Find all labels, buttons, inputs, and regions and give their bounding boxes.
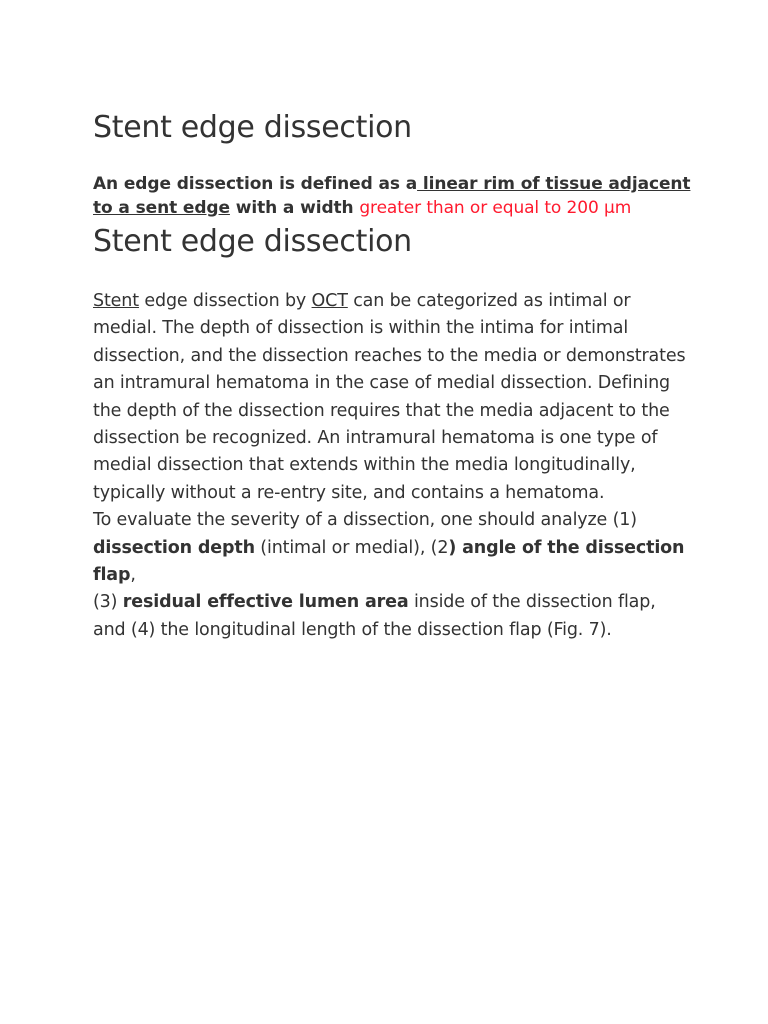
paragraph-2-text-2: (intimal or medial), (2 — [254, 537, 449, 558]
dissection-depth-bold: dissection depth — [93, 537, 255, 558]
page-title: Stent edge dissection — [93, 110, 412, 145]
paragraph-2-text-5: inside of the dissection flap, and (4) the longitudinal length of the dissection flap (Fig. 7). — [93, 592, 656, 640]
stent-link[interactable]: Stent — [93, 291, 139, 311]
paragraph-2-text-4: (3) — [93, 592, 123, 613]
paragraph-1-text-1: edge dissection by — [138, 291, 312, 311]
oct-link[interactable]: OCT — [311, 291, 348, 311]
lumen-area-bold: residual effective lumen area — [122, 592, 409, 613]
section-title: Stent edge dissection — [93, 224, 412, 259]
definition-red-text: greater than or equal to 200 μm — [359, 198, 632, 218]
paragraph-1-text-2: can be categorized as intimal or medial. The depth of dissection is within the intima for intimal dissection, and the dissection reaches to the media or demonstrates an intramural hematoma in the case of medial dissection. Defining the depth of the dissection requires that the media adjacent to the dissection be recognized. An intramural hematoma is one type of medial dissection that extends within the media longitudinally, typically without a re-entry site, and contains a hematoma. — [93, 291, 686, 503]
definition-part1: An edge dissection is defined as a — [93, 174, 418, 194]
paragraph-2-text-1: To evaluate the severity of a dissection, one should analyze (1) — [93, 510, 637, 531]
definition-text — [93, 172, 693, 220]
angle-bold: ) angle of the dissection flap — [93, 537, 685, 586]
paragraph-1 — [93, 288, 693, 507]
paragraph-2 — [93, 507, 693, 644]
definition-part2: with a width — [229, 198, 360, 218]
definition-underlined: linear rim of tissue adjacent to a sent edge — [93, 174, 691, 218]
paragraph-2-text-3: , — [130, 565, 136, 586]
document-page — [93, 106, 693, 644]
